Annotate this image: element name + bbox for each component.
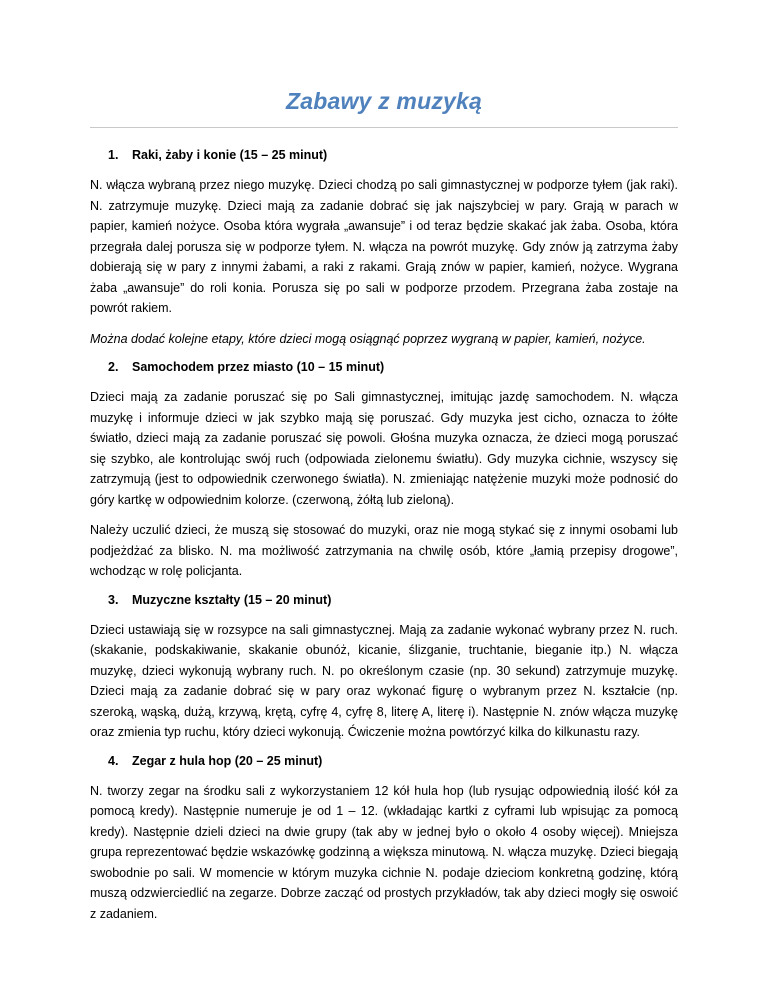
page-title: Zabawy z muzyką xyxy=(285,88,483,114)
title-divider xyxy=(90,127,678,128)
section-raki-zaby-konie xyxy=(90,147,678,349)
section-number: 1. xyxy=(108,148,119,162)
section-heading xyxy=(90,753,678,769)
section-note: Można dodać kolejne etapy, które dzieci mogą osiągnąć poprzez wygraną w papier, kamień, nożyce. xyxy=(90,331,646,346)
section-number: 3. xyxy=(108,592,119,607)
section-heading xyxy=(90,592,678,608)
section-heading xyxy=(90,147,678,163)
section-title: Muzyczne kształty (15 – 20 minut) xyxy=(132,592,332,607)
section-number: 2. xyxy=(108,360,119,374)
section-title: Raki, żaby i konie (15 – 25 minut) xyxy=(132,148,328,162)
section-paragraph: Dzieci mają za zadanie poruszać się po Sali gimnastycznej, imitując jazdę samochodem. N. włącza muzykę i informuje dzieci w jak szybko mają się poruszać. Gdy muzyka jest cicho, oznacza to żółte światło, dzieci mają za zadanie poruszać się powoli. Głośna muzyka oznacza, że dzieci mogą poruszać się szybko, ale kontrolując swój ruch (odpowiada zielonemu światłu). Gdy muzyka cichnie, wszyscy się zatrzymują (jest to odpowiednik czerwonego światła). N. zmieniając natężenie muzyki może podnosić do góry kartkę w odpowiednim kolorze. (czerwoną, żółtą lub zieloną). xyxy=(90,390,678,507)
section-number: 4. xyxy=(108,753,119,768)
section-paragraph: N. tworzy zegar na środku sali z wykorzystaniem 12 kół hula hop (lub rysując odpowiednią ilość kół za pomocą kredy). Następnie numeruje je od 1 – 12. (wkładając kartki z cyframi lub wpisując za pomocą kredy). Następnie dzieli dzieci na dwie grupy (tak aby w jednej było o około 4 osoby więcej). Mniejsza grupa reprezentować będzie wskazówkę godzinną a większa minutową. N. włącza muzykę. Dzieci biegają swobodnie po sali. W momencie w którym muzyka cichnie N. podaje dzieciom konkretną godzinę, którą muszą odzwierciedlić na zegarze. Dobrze zacząć od prostych przykładów, tak aby dzieci mogły się oswoić z zadaniem. xyxy=(90,783,678,921)
section-heading xyxy=(90,359,678,375)
section-zegar-z-hula-hop xyxy=(90,753,678,925)
section-paragraph: N. włącza wybraną przez niego muzykę. Dzieci chodzą po sali gimnastycznej w podporze tyłem (jak raki). N. zatrzymuje muzykę. Dzieci mają za zadanie dobrać się jak najszybciej w pary. Grają w parach w papier, kamień nożyce. Osoba która wygrała „awansuje” i od teraz będzie skakać jak żaba. Osoba, która przegrała dalej porusza się w podporze tyłem. N. włącza na powrót muzykę. Gdy znów ją zatrzyma żaby dobierają się w pary z innymi żabami, a raki z rakami. Grają znów w papier, kamień, nożyce. Wygrana żaba „awansuje” do roli konia. Porusza się po sali w podporze przodem. Przegrana żaba zostaje na powrót rakiem. xyxy=(90,178,678,315)
section-muzyczne-ksztalty xyxy=(90,592,678,743)
section-samochodem-przez-miasto xyxy=(90,359,678,582)
section-paragraph: Dzieci ustawiają się w rozsypce na sali gimnastycznej. Mają za zadanie wykonać wybrany przez N. ruch. (skakanie, podskakiwanie, skakanie obunóż, kicanie, ślizganie, truchtanie, bieganie itp.) N. włącza muzykę, dzieci wykonują wybrany ruch. N. po określonym czasie (np. 30 sekund) zatrzymuje muzykę. Dzieci mają za zadanie dobrać się w pary oraz wykonać figurę o wybranym przez N. kształcie (np. szeroką, wąską, dużą, krzywą, krętą, cyfrę 4, cyfrę 8, literę A, literę i). Następnie N. znów włącza muzykę oraz zmienia typ ruchu, który dzieci wykonują. Ćwiczenie można powtórzyć kilka do kilkunastu razy. xyxy=(90,622,678,739)
section-title: Zegar z hula hop (20 – 25 minut) xyxy=(132,753,323,768)
section-title: Samochodem przez miasto (10 – 15 minut) xyxy=(132,360,385,374)
section-paragraph: Należy uczulić dzieci, że muszą się stosować do muzyki, oraz nie mogą stykać się z innymi osobami lub podjeżdżać za blisko. N. ma możliwość zatrzymania na chwilę osób, które „łamią przepisy drogowe”, wchodząc w rolę policjanta. xyxy=(90,523,678,578)
